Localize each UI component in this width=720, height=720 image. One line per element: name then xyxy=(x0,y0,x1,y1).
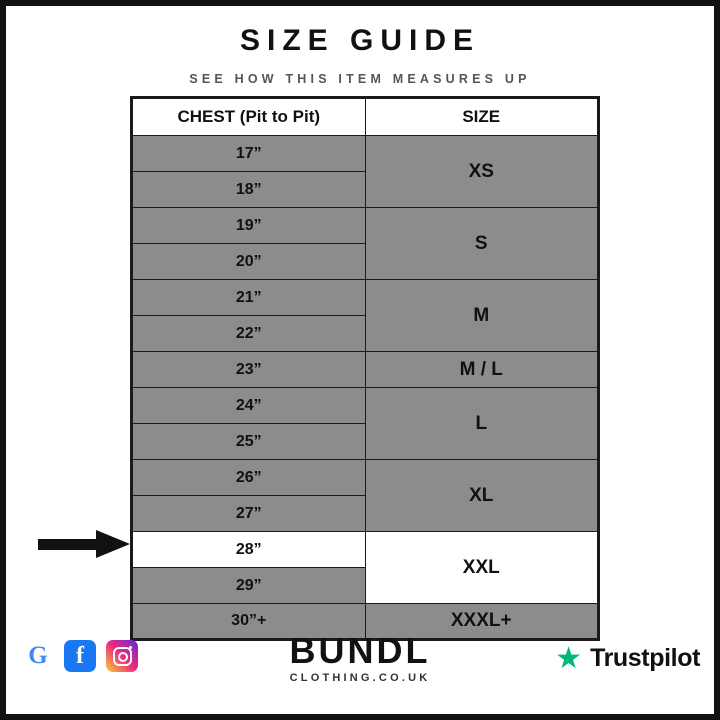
size-cell: M xyxy=(365,280,599,352)
size-table-body xyxy=(132,136,599,640)
selected-size-arrow xyxy=(38,530,130,558)
brand-name: BUNDL xyxy=(289,630,431,671)
page-title: SIZE GUIDE xyxy=(239,24,481,57)
measurement-cell: 18” xyxy=(132,172,366,208)
measurement-cell: 26” xyxy=(132,460,366,496)
size-cell: XL xyxy=(365,460,599,532)
measurement-cell: 27” xyxy=(132,496,366,532)
measurement-cell: 20” xyxy=(132,244,366,280)
table-row xyxy=(132,208,599,244)
google-icon-glyph: G xyxy=(28,642,48,669)
measurement-cell: 21” xyxy=(132,280,366,316)
table-row xyxy=(132,460,599,496)
size-cell: XXXL+ xyxy=(365,604,599,640)
arrow-head xyxy=(96,530,130,558)
column-header-chest: CHEST (Pit to Pit) xyxy=(132,98,366,136)
size-table xyxy=(130,96,600,641)
column-header-size: SIZE xyxy=(365,98,599,136)
size-table-head xyxy=(132,98,599,136)
measurement-cell: 23” xyxy=(132,352,366,388)
size-cell: XS xyxy=(365,136,599,208)
measurement-cell: 17” xyxy=(132,136,366,172)
page-subtitle: SEE HOW THIS ITEM MEASURES UP xyxy=(189,72,531,86)
facebook-icon-glyph: f xyxy=(76,642,84,669)
size-cell: XXL xyxy=(365,532,599,604)
measurement-cell: 30”+ xyxy=(132,604,366,640)
trustpilot-badge[interactable] xyxy=(555,641,700,675)
brand-domain: CLOTHING.CO.UK xyxy=(289,671,431,684)
table-row xyxy=(132,136,599,172)
size-cell: M / L xyxy=(365,352,599,388)
trustpilot-label: Trustpilot xyxy=(590,644,700,672)
table-header-row xyxy=(132,98,599,136)
measurement-cell: 22” xyxy=(132,316,366,352)
size-cell: L xyxy=(365,388,599,460)
measurement-cell: 19” xyxy=(132,208,366,244)
arrow-shaft xyxy=(38,539,100,550)
footer xyxy=(6,632,714,702)
measurement-cell: 28” xyxy=(132,532,366,568)
trustpilot-star-icon: ★ xyxy=(555,641,583,675)
measurement-cell: 25” xyxy=(132,424,366,460)
measurement-cell: 24” xyxy=(132,388,366,424)
size-table-wrapper xyxy=(130,96,600,641)
table-row xyxy=(132,388,599,424)
measurement-cell: 29” xyxy=(132,568,366,604)
table-row xyxy=(132,280,599,316)
size-cell: S xyxy=(365,208,599,280)
table-row xyxy=(132,352,599,388)
table-row xyxy=(132,532,599,568)
page-inner xyxy=(6,6,714,714)
